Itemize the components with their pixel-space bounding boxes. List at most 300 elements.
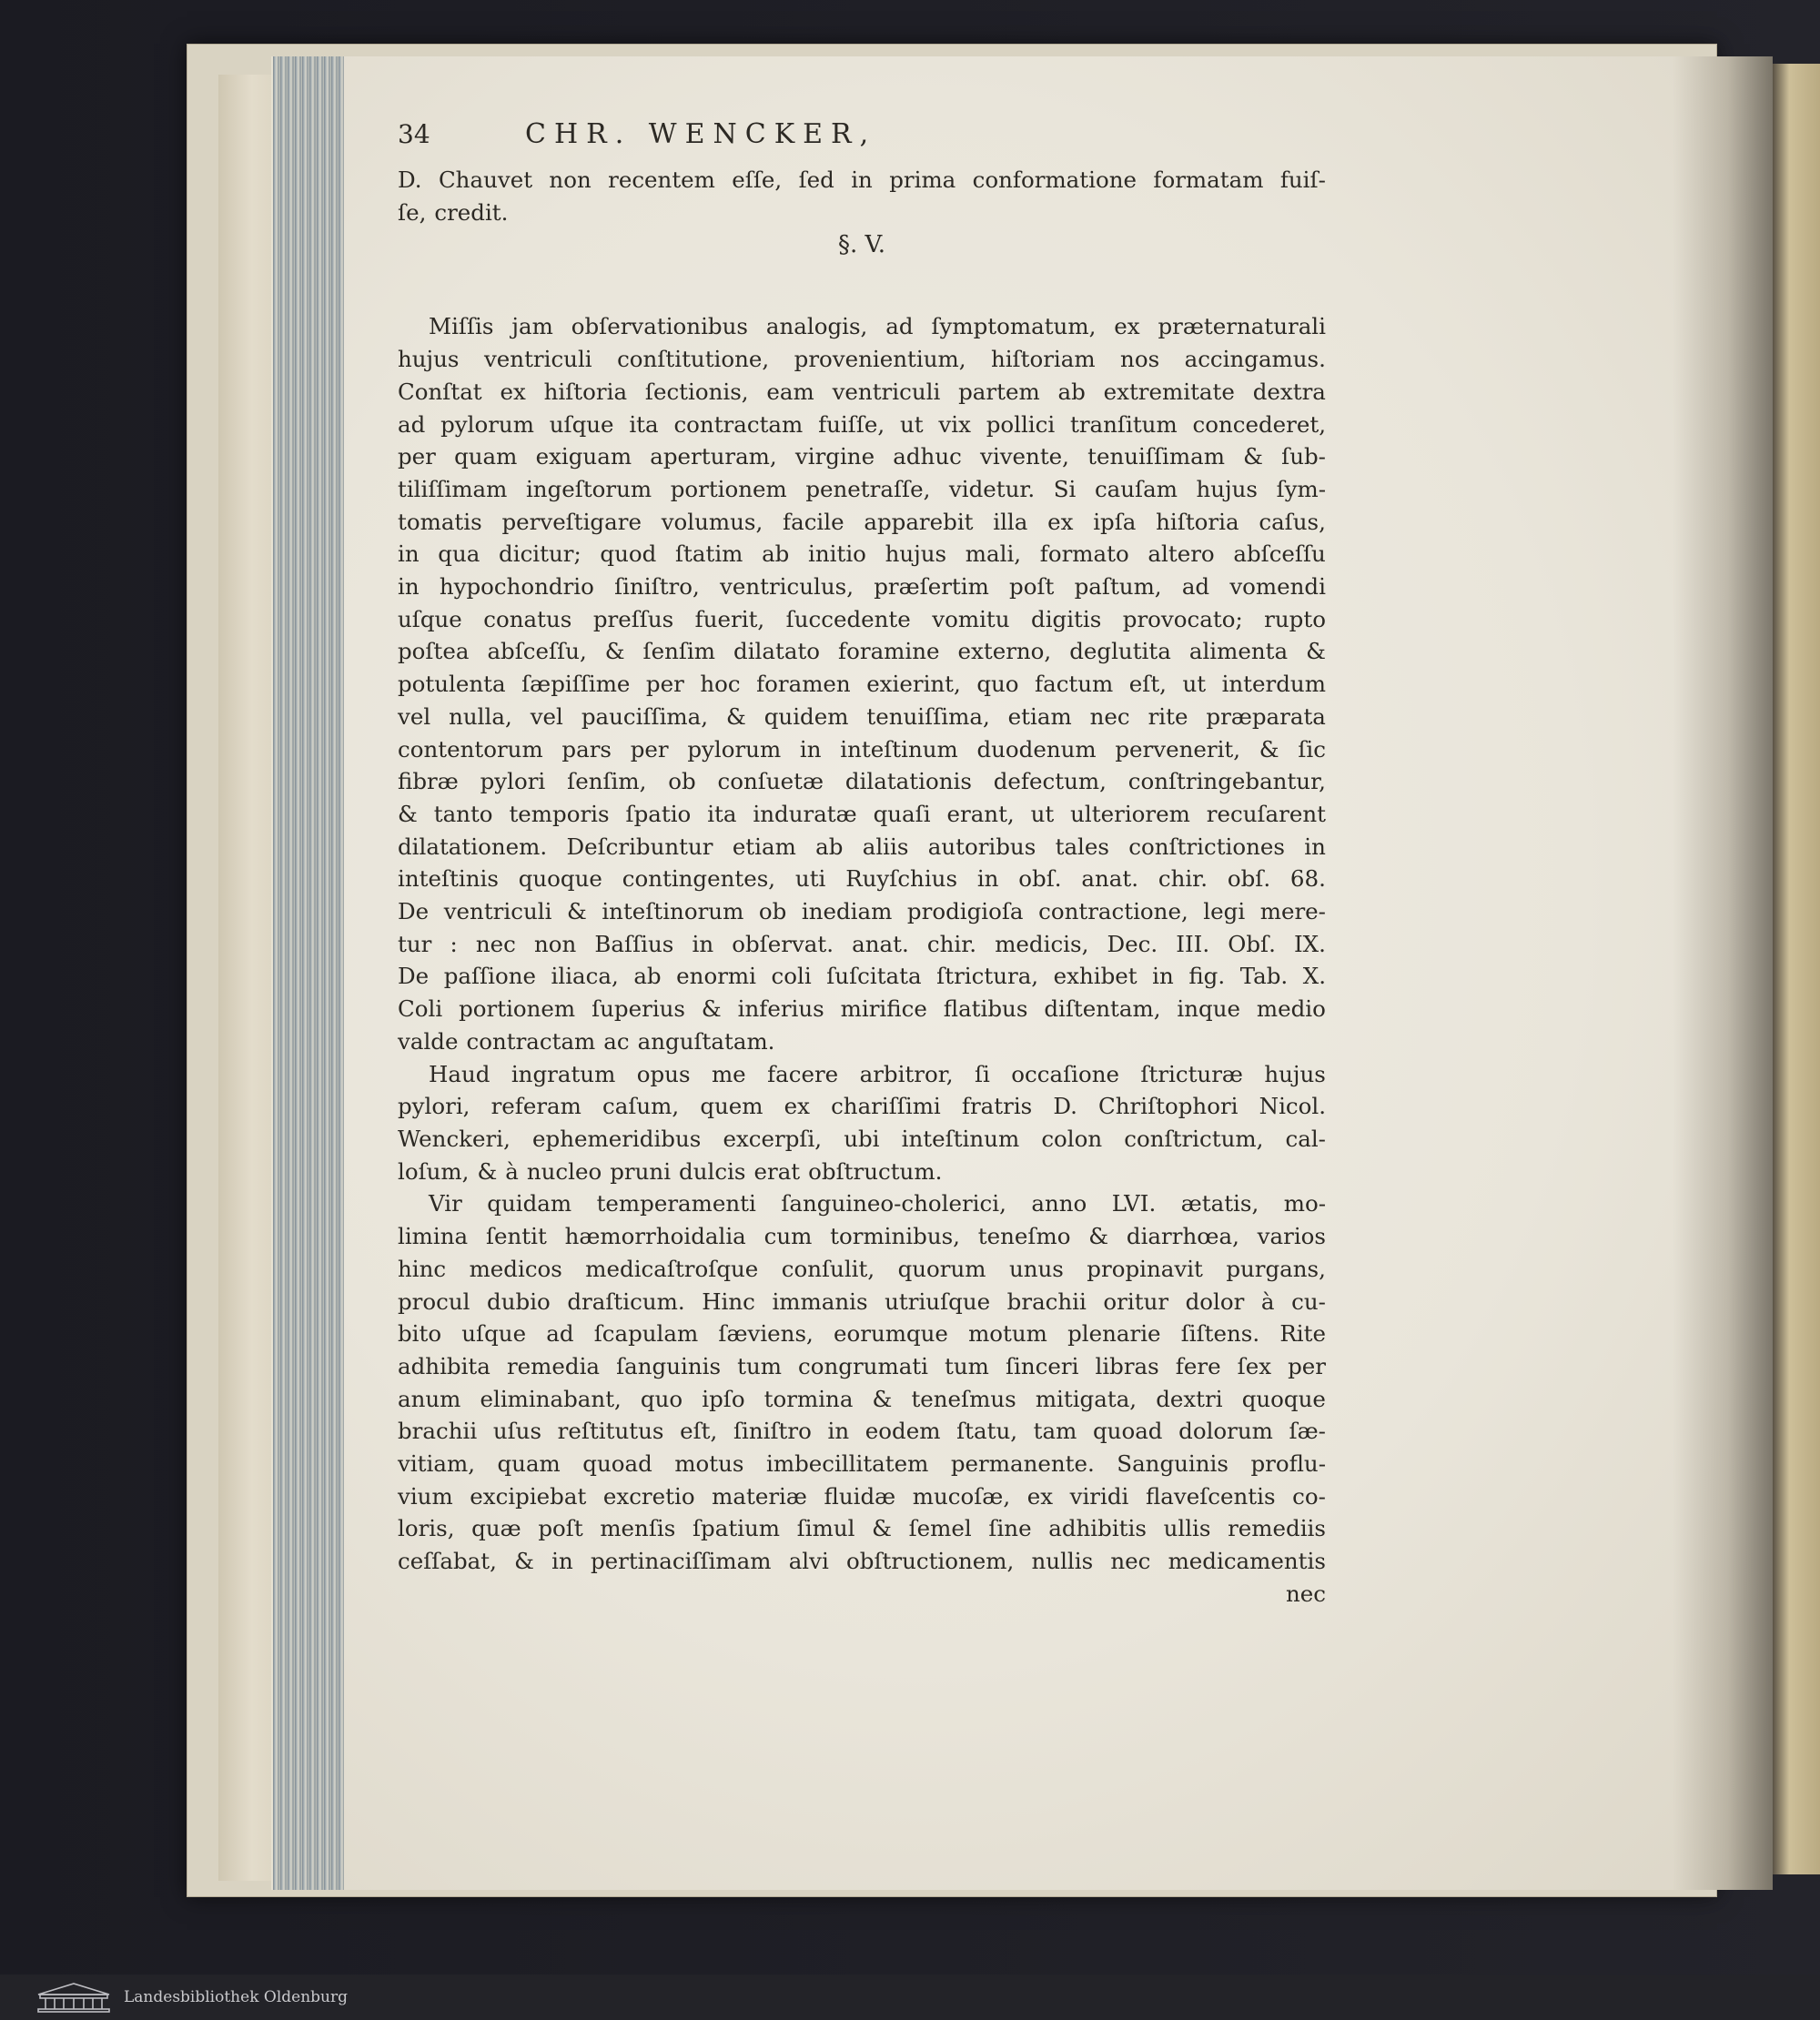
word: Conſtat — [398, 378, 482, 405]
word: conſuetæ — [717, 768, 824, 795]
word: in — [976, 865, 999, 893]
word: conſtringebantur, — [1127, 768, 1326, 795]
word: medicamentis — [1168, 1548, 1326, 1575]
word: potulenta — [398, 671, 506, 698]
word: valde — [398, 1027, 459, 1055]
word: temperamenti — [596, 1190, 756, 1217]
word: ita — [707, 800, 737, 827]
word: dilatationis — [844, 768, 972, 795]
word: hypochondrio — [439, 573, 594, 601]
text-line — [398, 765, 1326, 798]
word: fluidæ — [824, 1482, 896, 1510]
word: tormina — [763, 1385, 854, 1412]
word: caſum, — [602, 1093, 680, 1120]
word: anguſtatam. — [637, 1027, 775, 1055]
text-line — [398, 506, 1326, 539]
word: caſus, — [1259, 508, 1326, 535]
word: contractione, — [1038, 898, 1188, 925]
section-heading: §. V. — [837, 231, 886, 259]
word: dilatationem. — [398, 833, 548, 860]
text-line — [398, 409, 1326, 441]
word: nec — [1089, 702, 1130, 730]
word: fuiſ- — [1279, 167, 1326, 193]
word: facile — [783, 508, 844, 535]
word: ſuperius — [592, 995, 686, 1023]
word: ſex — [1237, 1352, 1272, 1379]
word: alvi — [788, 1548, 829, 1575]
word: contentorum — [398, 735, 543, 763]
word: temporis — [509, 800, 610, 827]
word: ſenſim, — [567, 768, 647, 795]
word: defectum, — [993, 768, 1107, 795]
word: ullis — [1163, 1515, 1211, 1542]
word: in — [827, 1418, 850, 1445]
word: dolorum — [1178, 1418, 1273, 1445]
text-line — [398, 197, 1326, 229]
word: dulcis — [679, 1157, 746, 1185]
page-text — [398, 118, 1326, 1611]
word: quam — [497, 1450, 561, 1478]
word: hæmorrhoidalia — [564, 1223, 746, 1250]
word: plenarie — [1067, 1320, 1161, 1348]
word: ſi — [974, 1060, 990, 1087]
word: opus — [636, 1060, 691, 1087]
word: teneſmus — [911, 1385, 1016, 1412]
word: altero — [1148, 540, 1215, 568]
text-line — [398, 473, 1326, 506]
word: pauciſſima, — [581, 702, 709, 730]
word: ſimul — [796, 1515, 855, 1542]
word: remediis — [1228, 1515, 1326, 1542]
word: & — [701, 995, 722, 1023]
word: non — [533, 930, 577, 957]
word: recentem — [608, 167, 715, 193]
word: per — [398, 443, 436, 470]
word: tales — [1055, 833, 1109, 860]
word: Haud — [429, 1060, 490, 1087]
word: quaſi — [873, 800, 931, 827]
text-line — [398, 668, 1326, 701]
word: hujus — [1264, 1060, 1326, 1087]
word: Wenckeri, — [398, 1125, 511, 1152]
word: dolor — [1185, 1288, 1245, 1315]
word: virgine — [794, 443, 875, 470]
word: ſuccedente — [785, 605, 911, 632]
text-line — [398, 895, 1326, 928]
word: quidem — [763, 702, 849, 730]
word: pruni — [610, 1157, 672, 1185]
word: paſſione — [443, 963, 536, 990]
word: Miſſis — [429, 313, 494, 340]
word: ob — [668, 768, 696, 795]
word: uſus — [492, 1418, 542, 1445]
word: ut — [899, 410, 924, 438]
word: conſtrictiones — [1128, 833, 1285, 860]
word: erat — [753, 1157, 801, 1185]
word: ac — [603, 1027, 630, 1055]
word: nec — [475, 930, 516, 957]
word: De — [398, 963, 430, 990]
word: & — [1259, 735, 1279, 763]
word: adhuc — [893, 443, 962, 470]
word: ubi — [844, 1125, 880, 1152]
word: referam — [490, 1093, 581, 1120]
word: obſtructionem, — [846, 1548, 1015, 1575]
text-line — [398, 701, 1326, 733]
word: ventriculus, — [720, 573, 854, 601]
word: anat. — [852, 930, 909, 957]
word: materiæ — [712, 1482, 807, 1510]
text-line — [398, 538, 1326, 571]
word: medio — [1256, 995, 1326, 1023]
word: excipiebat — [470, 1482, 587, 1510]
word: III. — [1176, 930, 1210, 957]
word: inteſtinis — [398, 865, 499, 893]
word: ingeſtorum — [525, 475, 652, 502]
text-line — [398, 1415, 1326, 1448]
text-line — [398, 1545, 1326, 1578]
word: in — [1152, 963, 1174, 990]
word: excerpſi, — [723, 1125, 823, 1152]
word: ætatis, — [1180, 1190, 1259, 1217]
text-line — [398, 1025, 1326, 1058]
word: motus — [674, 1450, 744, 1478]
word: Obſ. — [1228, 930, 1276, 957]
word: adhibitis — [1048, 1515, 1147, 1542]
running-head — [398, 118, 1326, 164]
word: ab — [633, 963, 662, 990]
word: inferius — [737, 995, 824, 1023]
word: teneſmo — [977, 1223, 1071, 1250]
word: hoc — [700, 671, 741, 698]
text-line — [398, 1123, 1326, 1156]
word: obſ. — [1227, 865, 1271, 893]
word: colon — [1041, 1125, 1103, 1152]
word: & — [604, 638, 625, 665]
word: Vir — [429, 1190, 462, 1217]
page-gutter-shadow — [1673, 56, 1773, 1890]
word: cauſam — [1094, 475, 1178, 502]
word: reſtitutus — [557, 1418, 664, 1445]
word: & — [1088, 1223, 1109, 1250]
word: quoque — [518, 865, 602, 893]
word: vomitu — [932, 605, 1010, 632]
word: poſt — [538, 1515, 583, 1542]
word: interdum — [1221, 671, 1326, 698]
word: quem — [700, 1093, 763, 1120]
word: ſe, — [398, 198, 427, 226]
word: pylorum — [440, 410, 534, 438]
word: ipſo — [702, 1385, 745, 1412]
word: ad — [885, 313, 914, 340]
word: nos — [1120, 346, 1160, 373]
word: ceſſabat, — [398, 1548, 497, 1575]
word: exhibet — [1053, 963, 1138, 990]
word: ſtatim — [674, 540, 743, 568]
word: congrumati — [798, 1352, 928, 1379]
word: volumus, — [661, 508, 763, 535]
word: tomatis — [398, 508, 482, 535]
word: hujus — [398, 346, 460, 373]
word: ex — [1026, 1482, 1054, 1510]
word: ſuſcitata — [826, 963, 922, 990]
word: nec — [1110, 1548, 1151, 1575]
word: me — [711, 1060, 746, 1087]
word: ventriculi — [443, 898, 552, 925]
text-line — [398, 603, 1326, 636]
word: formatam — [1153, 167, 1264, 193]
text-line — [398, 164, 1326, 197]
word: brachii — [398, 1418, 478, 1445]
word: & — [477, 1157, 498, 1185]
word: in — [398, 540, 420, 568]
word: quoque — [1241, 1385, 1326, 1412]
word: D. — [398, 167, 422, 193]
word: ſym- — [1276, 475, 1326, 502]
word: ex — [784, 1093, 810, 1120]
word: viridi — [1069, 1482, 1129, 1510]
word: credit. — [434, 198, 509, 226]
word: & — [872, 1385, 893, 1412]
text-line — [398, 960, 1326, 993]
word: illa — [993, 508, 1028, 535]
word: aperturam, — [650, 443, 777, 470]
word: digitis — [1031, 605, 1102, 632]
word: dubio — [487, 1288, 551, 1315]
word: vel — [398, 702, 431, 730]
word: unus — [1008, 1255, 1064, 1282]
word: pars — [561, 735, 612, 763]
word: qua — [438, 540, 480, 568]
text-line — [398, 1187, 1326, 1220]
word: per — [630, 735, 669, 763]
word: co- — [1292, 1482, 1326, 1510]
word: ſic — [1298, 735, 1326, 763]
word: fere — [1175, 1352, 1221, 1379]
word: tum — [945, 1352, 989, 1379]
text-line — [398, 993, 1326, 1025]
word: 68. — [1289, 865, 1326, 893]
word: inteſtinum — [840, 735, 958, 763]
word: hinc — [398, 1255, 447, 1282]
word: alimenta — [1188, 638, 1289, 665]
word: exierint, — [866, 671, 961, 698]
word: eam — [766, 378, 814, 405]
word: Rite — [1279, 1320, 1326, 1348]
word: LVI. — [1111, 1190, 1157, 1217]
text-line — [398, 1448, 1326, 1480]
word: deglutita — [1069, 638, 1171, 665]
word: tam — [1033, 1418, 1077, 1445]
word: in — [799, 735, 822, 763]
word: permanente. — [950, 1450, 1095, 1478]
word: eſt, — [1128, 671, 1167, 698]
word: conſtitutione, — [617, 346, 770, 373]
word: ſæviens, — [718, 1320, 814, 1348]
word: aliis — [862, 833, 909, 860]
word: à — [1260, 1288, 1275, 1315]
word: preſſus — [592, 605, 674, 632]
word: cum — [763, 1223, 813, 1250]
word: inque — [1177, 995, 1240, 1023]
word: varios — [1257, 1223, 1326, 1250]
word: concederet, — [1192, 410, 1326, 438]
word: ventriculi — [832, 378, 941, 405]
word: ob — [758, 898, 787, 925]
page-number: 34 — [398, 119, 430, 149]
word: Si — [1053, 475, 1077, 502]
word: dextra — [1252, 378, 1326, 405]
word: ad — [546, 1320, 574, 1348]
word: vel — [530, 702, 563, 730]
word: paſtum, — [1074, 573, 1162, 601]
text-line — [398, 440, 1326, 473]
word: proflu- — [1250, 1450, 1326, 1478]
word: provocato; — [1122, 605, 1243, 632]
word: eſſe, — [732, 167, 783, 193]
word: ab — [815, 833, 844, 860]
word: diſtentam, — [1044, 995, 1161, 1023]
word: pollici — [986, 410, 1056, 438]
word: hujus — [1196, 475, 1259, 502]
word: inteſtinorum — [602, 898, 744, 925]
word: contractam — [673, 410, 804, 438]
word: ſanguinis — [616, 1352, 722, 1379]
word: brachii — [1006, 1288, 1087, 1315]
word: vix — [938, 410, 971, 438]
word: medicaſtroſque — [585, 1255, 759, 1282]
word: dicitur; — [499, 540, 581, 568]
word: mo- — [1283, 1190, 1326, 1217]
word: ita — [629, 410, 659, 438]
word: tenuiſſimam — [1087, 443, 1225, 470]
word: pervenerit, — [1115, 735, 1241, 763]
word: ephemeridibus — [532, 1125, 702, 1152]
word: medicis, — [995, 930, 1089, 957]
word: ingratum — [511, 1060, 616, 1087]
word: prodigioſa — [906, 898, 1024, 925]
text-line — [398, 831, 1326, 864]
text-line — [398, 1090, 1326, 1123]
word: limina — [398, 1223, 469, 1250]
word: cu- — [1291, 1288, 1326, 1315]
word: in — [851, 167, 873, 193]
word: & — [1243, 443, 1263, 470]
word: uti — [794, 865, 826, 893]
word: pylori — [480, 768, 546, 795]
word: erant, — [946, 800, 1015, 827]
text-line — [398, 1286, 1326, 1318]
word: apparebit — [864, 508, 974, 535]
word: analogis, — [765, 313, 868, 340]
word: ipſa — [1093, 508, 1137, 535]
word: chir. — [926, 930, 977, 957]
word: remedia — [506, 1352, 601, 1379]
word: vitiam, — [398, 1450, 475, 1478]
word: ſed — [798, 167, 834, 193]
word: prima — [889, 167, 956, 193]
word: ſanguineo-cholerici, — [781, 1190, 1006, 1217]
word: uſque — [549, 410, 614, 438]
word: factum — [1035, 671, 1114, 698]
word: adhibita — [398, 1352, 490, 1379]
word: Hinc — [702, 1288, 755, 1315]
word: pylori, — [398, 1093, 470, 1120]
word: anno — [1031, 1190, 1087, 1217]
catchword: nec — [1286, 1580, 1326, 1607]
word: penetraſſe, — [805, 475, 931, 502]
word: Sanguinis — [1117, 1450, 1228, 1478]
facing-page-edge — [1773, 64, 1820, 1874]
word: ſinceri — [1005, 1352, 1079, 1379]
word: flaveſcentis — [1145, 1482, 1276, 1510]
word: tur — [398, 930, 432, 957]
word: recuſarent — [1206, 800, 1326, 827]
word: duodenum — [976, 735, 1097, 763]
word: eſt, — [680, 1418, 718, 1445]
text-line — [398, 1220, 1326, 1253]
word: ſiſtens. — [1180, 1320, 1260, 1348]
word: quidam — [487, 1190, 572, 1217]
word: menſis — [600, 1515, 676, 1542]
word: Dec. — [1107, 930, 1158, 957]
word: quæ — [471, 1515, 521, 1542]
word: & — [725, 702, 746, 730]
running-head-title: CHR. WENCKER, — [525, 118, 877, 150]
word: vomendi — [1229, 573, 1326, 601]
word: ex — [500, 378, 526, 405]
text-line — [398, 733, 1326, 766]
word: præſertim — [874, 573, 989, 601]
word: ſenſim — [642, 638, 716, 665]
word: cal- — [1285, 1125, 1326, 1152]
word: ſiniſtro — [733, 1418, 812, 1445]
text-line — [398, 1383, 1326, 1416]
word: quorum — [897, 1255, 986, 1282]
word: dextri — [1156, 1385, 1223, 1412]
text-line — [398, 310, 1326, 343]
word: ventriculi — [483, 346, 592, 373]
word: fuiſſe, — [818, 410, 885, 438]
word: Deſcribuntur — [566, 833, 713, 860]
word: uſque — [398, 605, 462, 632]
word: ſæ- — [1289, 1418, 1326, 1445]
word: ut — [1182, 671, 1207, 698]
word: ſine — [988, 1515, 1032, 1542]
word: nucleo — [526, 1157, 602, 1185]
text-line — [398, 1480, 1326, 1513]
text-line — [398, 1318, 1326, 1350]
word: ad — [1181, 573, 1210, 601]
word: quoad — [1092, 1418, 1163, 1445]
word: Baſſius — [594, 930, 674, 957]
word: pylorum — [687, 735, 782, 763]
word: abſceſſu — [1233, 540, 1326, 568]
word: conformatione — [972, 167, 1138, 193]
word: rupto — [1264, 605, 1326, 632]
word: contractam — [466, 1027, 596, 1055]
word: draſticum. — [567, 1288, 685, 1315]
word: autoribus — [927, 833, 1036, 860]
word: ſtatu, — [956, 1418, 1018, 1445]
page-edges — [271, 56, 348, 1890]
word: mere- — [1259, 898, 1326, 925]
word: enormi — [676, 963, 756, 990]
word: ſectionis, — [644, 378, 749, 405]
word: bito — [398, 1320, 442, 1348]
word: hujus — [885, 540, 947, 568]
word: hiſtoria — [543, 378, 628, 405]
